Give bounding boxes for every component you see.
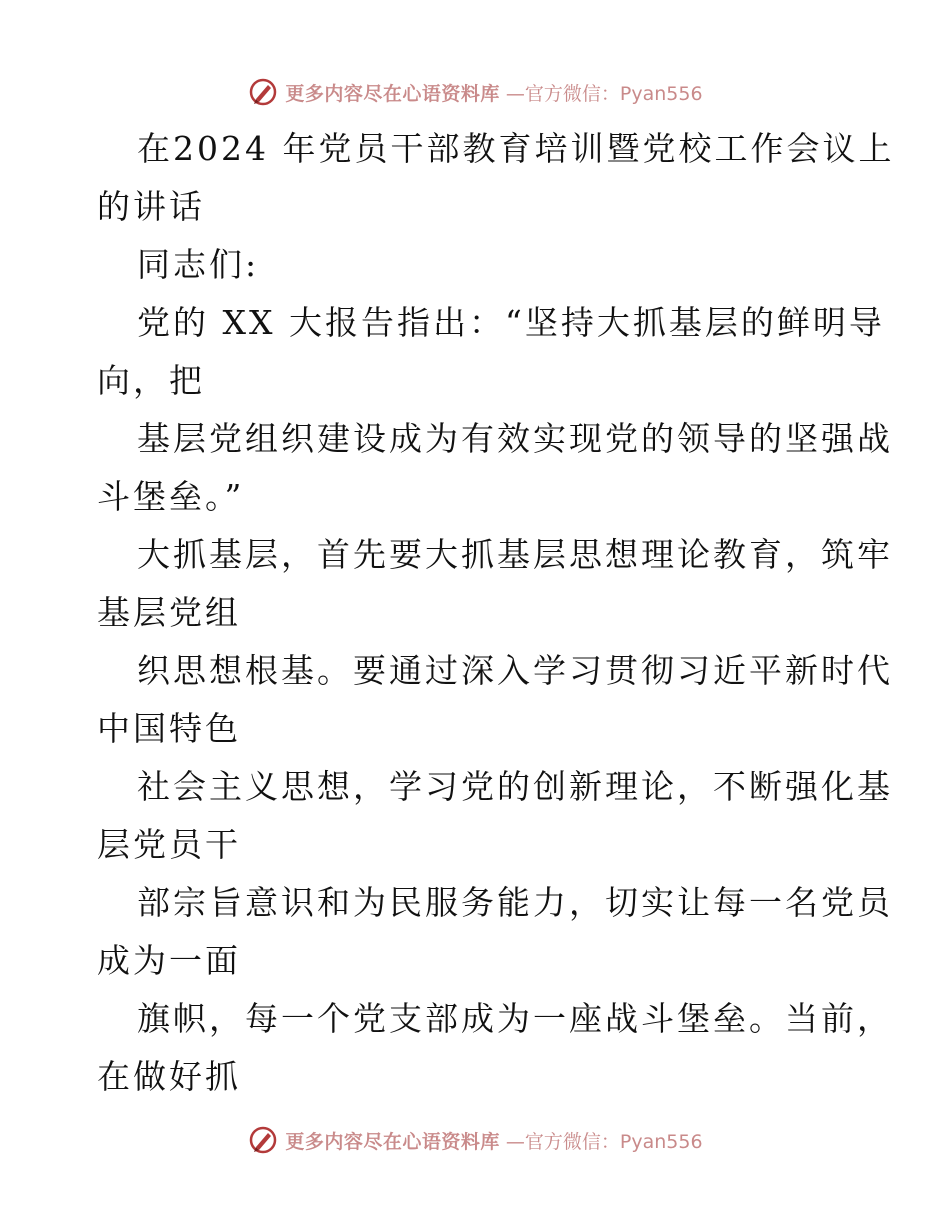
text-line: 的讲话 bbox=[97, 187, 205, 226]
text-line: 社会主义思想，学习党的创新理论，不断强化基 bbox=[137, 767, 893, 806]
watermark-title: 更多内容尽在心语资料库 bbox=[285, 82, 500, 105]
text-line: 基层党组 bbox=[97, 593, 241, 632]
document-body bbox=[97, 120, 895, 1106]
text-line: 向，把 bbox=[97, 361, 205, 400]
text-line: 基层党组织建设成为有效实现党的领导的坚强战 bbox=[137, 419, 893, 458]
pen-logo-icon bbox=[247, 1124, 279, 1156]
watermark-header bbox=[0, 72, 950, 112]
text-line: 旗帜，每一个党支部成为一座战斗堡垒。当前， bbox=[137, 999, 893, 1038]
text-line: 成为一面 bbox=[97, 941, 241, 980]
text-line: 在做好抓 bbox=[97, 1057, 241, 1096]
text-line: 部宗旨意识和为民服务能力，切实让每一名党员 bbox=[137, 883, 893, 922]
watermark-subtitle: —官方微信：Pyan556 bbox=[505, 82, 703, 105]
watermark-subtitle: —官方微信：Pyan556 bbox=[505, 1130, 703, 1153]
text-line: 在2024 年党员干部教育培训暨党校工作会议上 bbox=[137, 129, 895, 168]
text-line: 层党员干 bbox=[97, 825, 241, 864]
text-line: 中国特色 bbox=[97, 709, 241, 748]
watermark-footer bbox=[0, 1120, 950, 1160]
pen-logo-icon bbox=[247, 76, 279, 108]
text-line: 党的 XX 大报告指出：“坚持大抓基层的鲜明导 bbox=[137, 303, 885, 342]
text-line: 织思想根基。要通过深入学习贯彻习近平新时代 bbox=[137, 651, 893, 690]
text-line: 大抓基层，首先要大抓基层思想理论教育，筑牢 bbox=[137, 535, 893, 574]
text-line: 斗堡垒。” bbox=[97, 477, 245, 516]
watermark-title: 更多内容尽在心语资料库 bbox=[285, 1130, 500, 1153]
text-line: 同志们: bbox=[137, 245, 260, 284]
